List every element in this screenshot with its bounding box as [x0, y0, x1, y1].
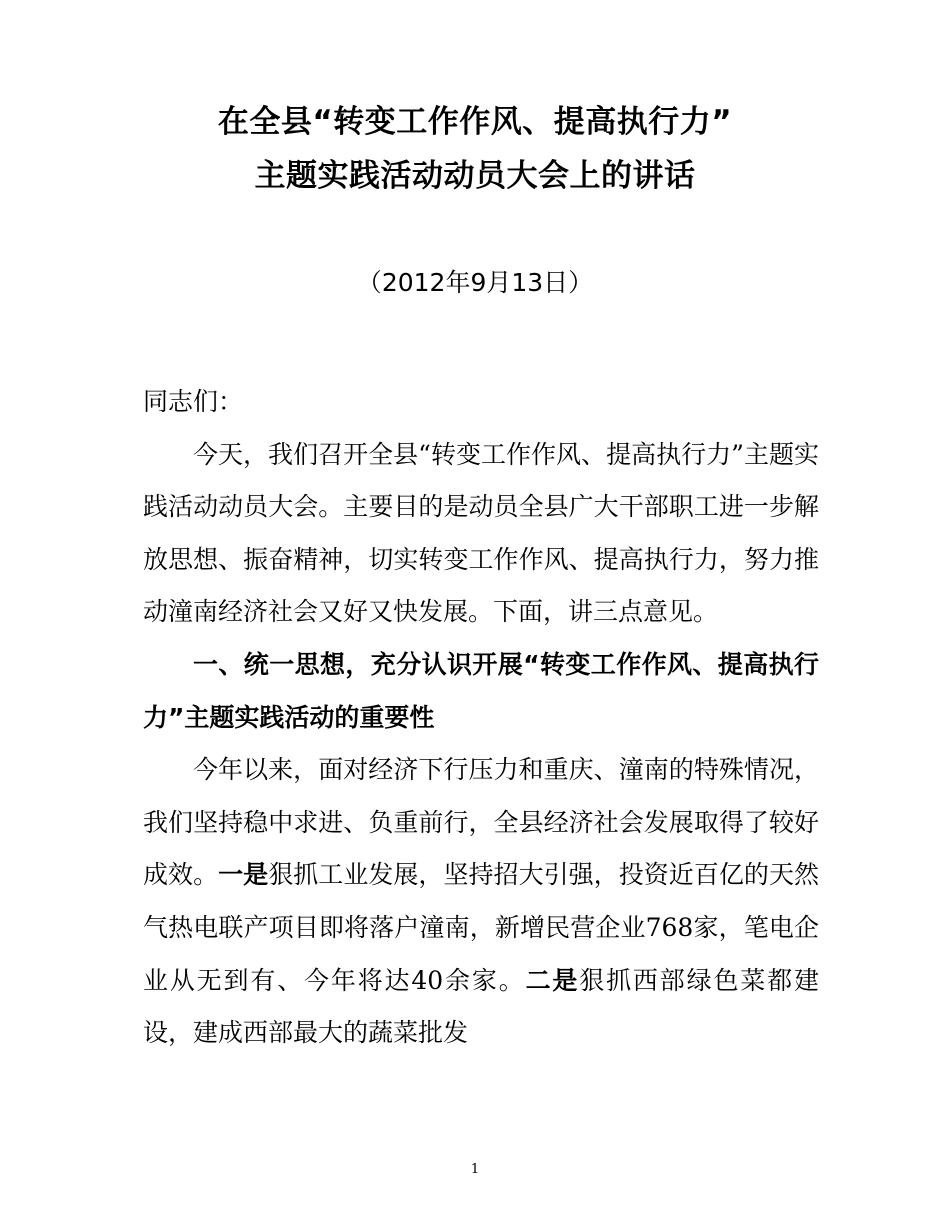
point-2-label: 二是 — [525, 965, 580, 995]
point-1-text: 狠抓工业发展，坚持招大引强，投资近百亿的天然气热电联产项目即将落户潼南，新增民营企业768家，笔电企业从无到有、今年将达40余家。 — [143, 860, 819, 995]
speech-title-line-2: 主题实践活动动员大会上的讲话 — [254, 158, 696, 194]
point-2-text: 狠抓西部绿色菜都建设，建成西部最大的蔬菜批发 — [143, 965, 819, 1048]
paragraph-intro: 今年以来，面对经济下行压力和重庆、潼南的特殊情况，我们坚持稳中求进、负重前行，全县经济社会发展取得了较好成效。 — [143, 755, 819, 890]
salutation: 同志们： — [143, 387, 244, 416]
speech-date: （2012年9月13日） — [356, 268, 594, 297]
speech-body — [143, 376, 819, 1060]
opening-paragraph: 今天，我们召开全县“转变工作作风、提高执行力”主题实践活动动员大会。主要目的是动员全县广大干部职工进一步解放思想、振奋精神，切实转变工作作风、提高执行力，努力推动潼南经济社会又好又快发展。下面，讲三点意见。 — [143, 439, 819, 627]
section-1-paragraph — [143, 744, 819, 1060]
page-number: 1 — [470, 1162, 480, 1177]
point-1-label: 一是 — [218, 860, 269, 890]
speech-title-line-1: 在全县“转变工作作风、提高执行力” — [217, 104, 733, 140]
section-heading-1: 一、统一思想，充分认识开展“转变工作作风、提高执行力”主题实践活动的重要性 — [143, 649, 819, 732]
